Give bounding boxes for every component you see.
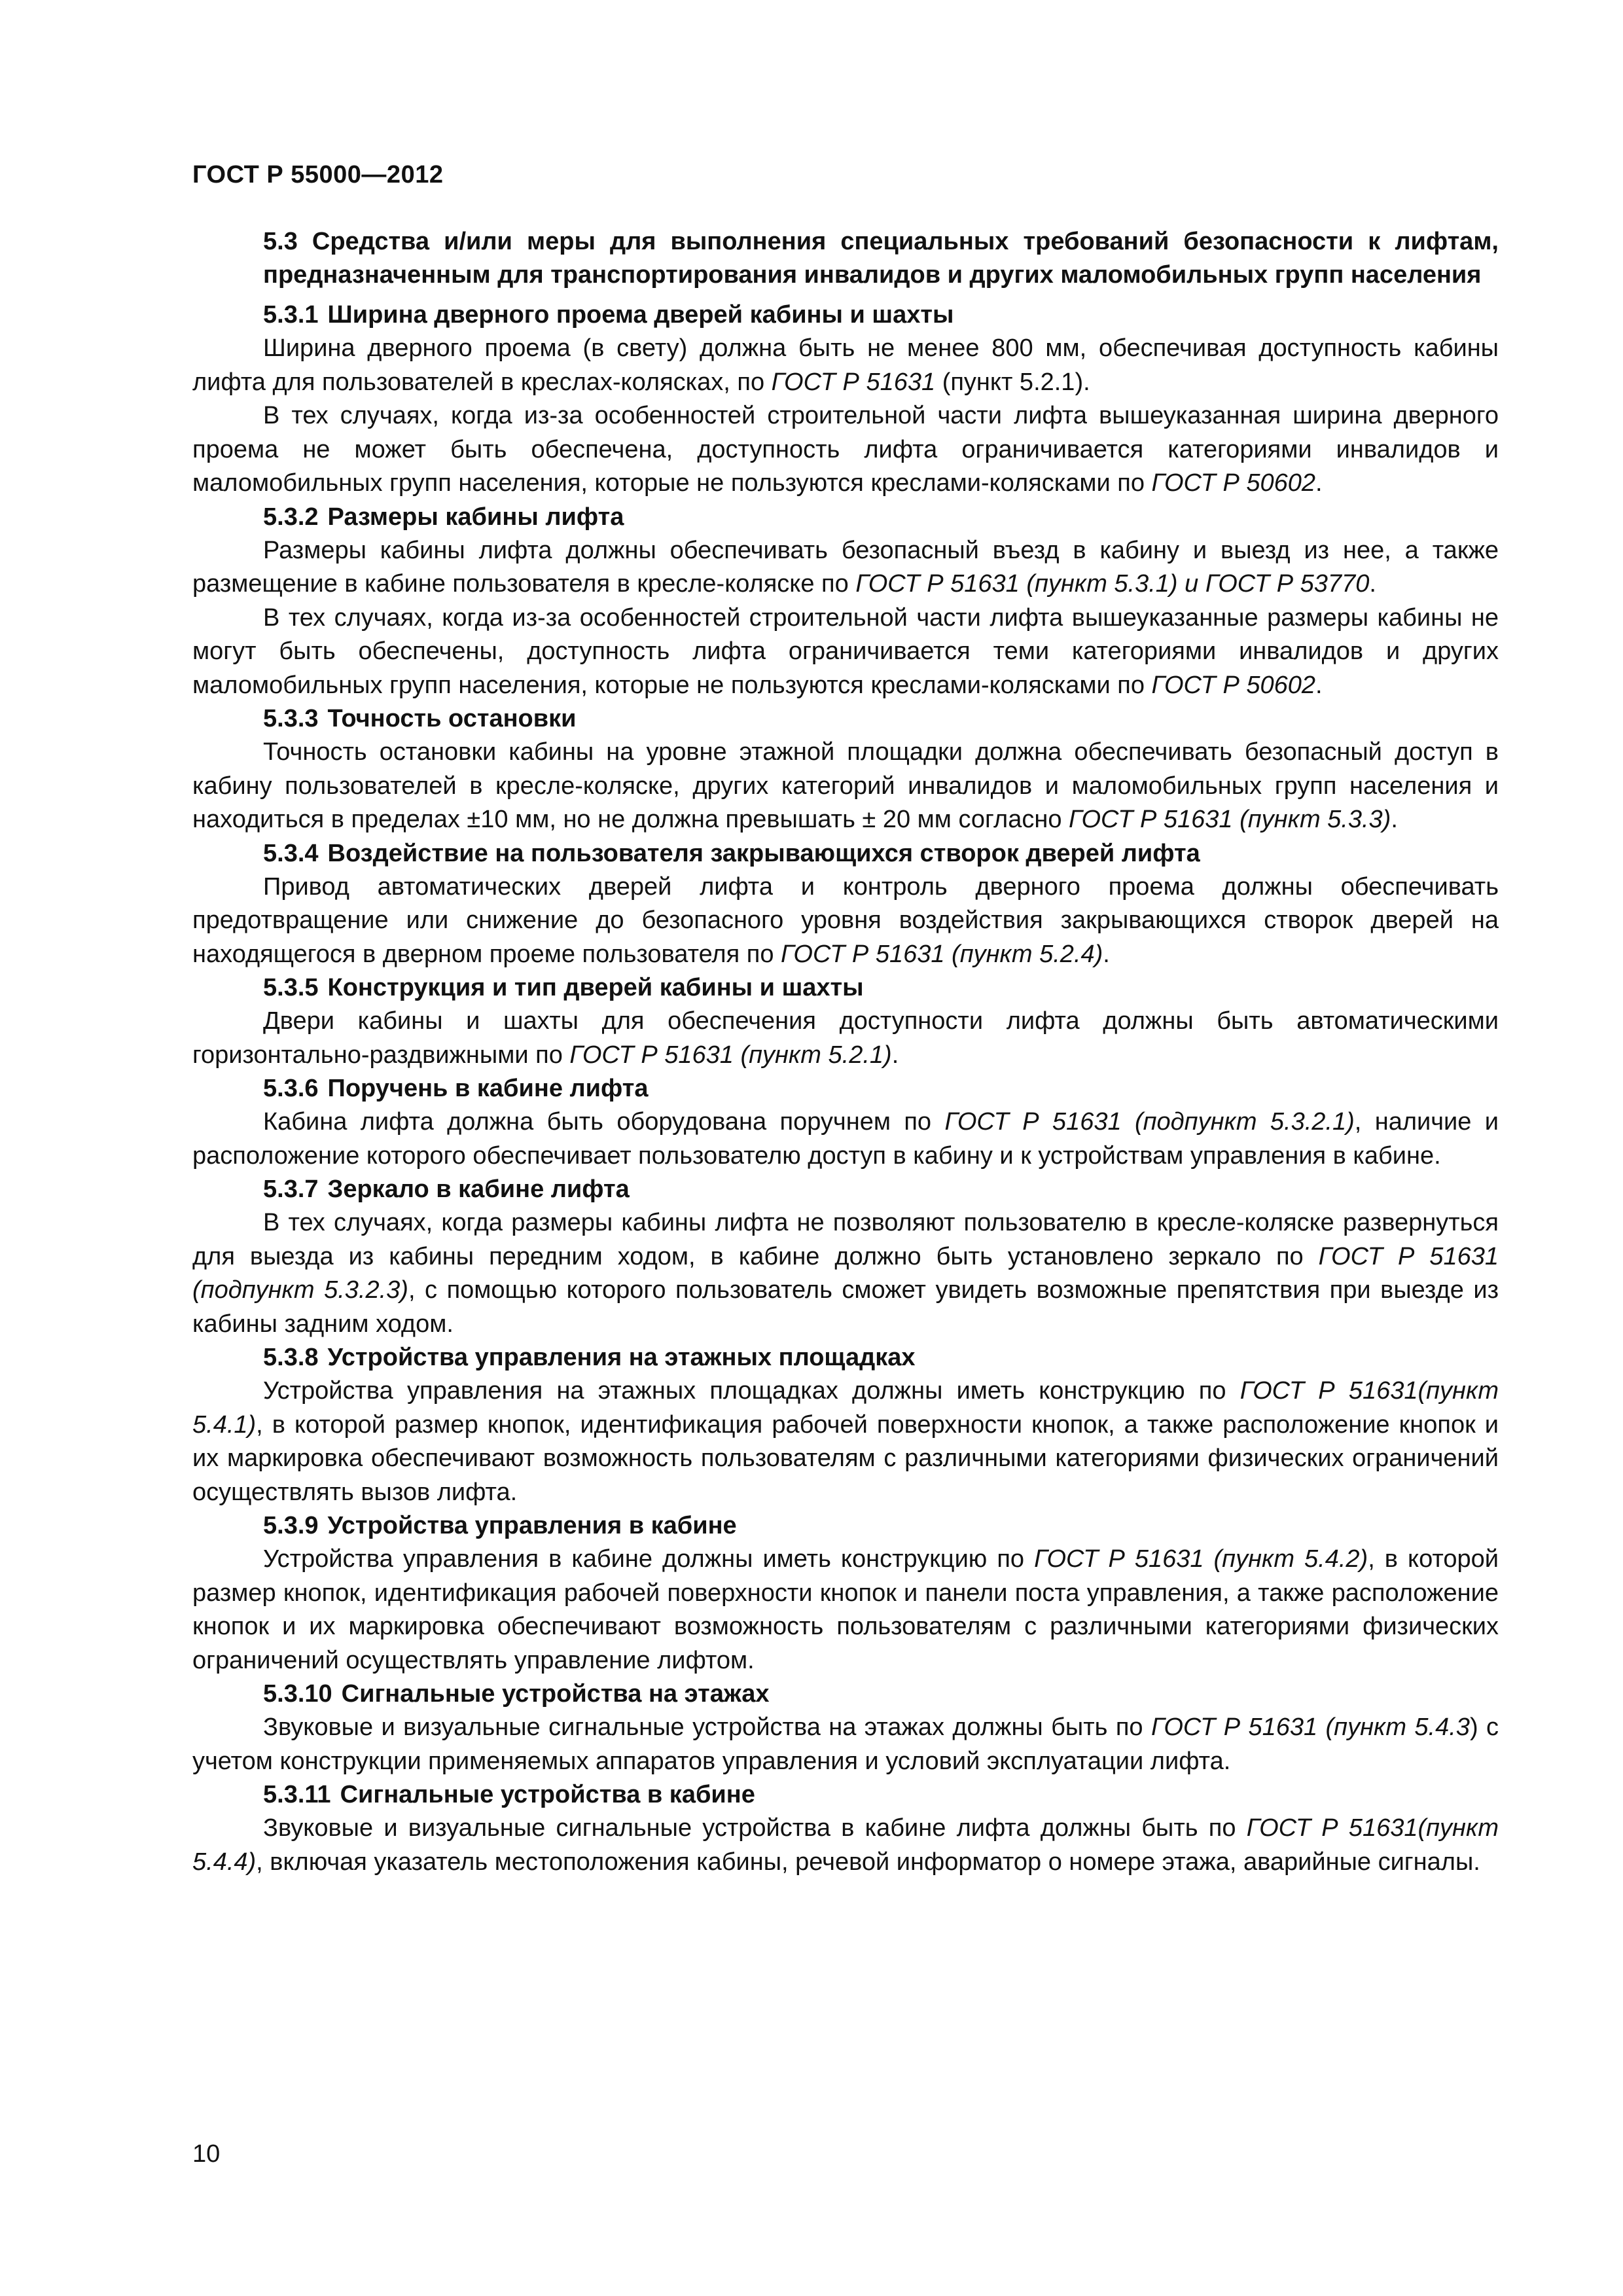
paragraph-text: ) с учетом конструкции применяемых аппаратов управления и условий эксплуатации лифта. — [192, 1713, 1499, 1775]
subsection-title: Сигнальные устройства на этажах — [341, 1680, 770, 1708]
paragraph — [192, 1206, 1499, 1341]
standard-reference: ГОСТ Р 51631 (пункт 5.3.3) — [1069, 806, 1391, 833]
paragraph — [192, 601, 1499, 703]
subsection-heading — [192, 837, 1499, 870]
subsection-number: 5.3.7 — [263, 1175, 319, 1203]
standard-reference: ГОСТ Р 51631(пункт 5.4.4) — [192, 1814, 1499, 1876]
standard-reference: ГОСТ Р 51631 (пункт 5.4.3 — [1150, 1713, 1470, 1741]
subsection-title: Устройства управления на этажных площадках — [327, 1344, 916, 1371]
subsection-heading — [192, 1072, 1499, 1105]
paragraph-text: . — [1103, 940, 1110, 968]
paragraph-text: Размеры кабины лифта должны обеспечивать безопасный въезд в кабину и выезд из нее, а также размещение в кабине пользователя в кресле-коляске по — [192, 536, 1499, 598]
paragraph-text: Привод автоматических дверей лифта и контроль дверного проема должны обеспечивать предотвращение или снижение до безопасного уровня воздействия закрывающихся створок дверей на находящегося в дверном проеме пользователя по — [192, 872, 1499, 968]
paragraph-text: . — [1315, 469, 1323, 497]
paragraph — [192, 870, 1499, 972]
subsection — [192, 1778, 1499, 1879]
subsection — [192, 1677, 1499, 1778]
document-code-header: ГОСТ Р 55000—2012 — [192, 161, 444, 188]
standard-reference: ГОСТ Р 51631 (пункт 5.4.2) — [1034, 1545, 1368, 1573]
paragraph — [192, 1105, 1499, 1173]
paragraph-text: , с помощью которого пользователь сможет увидеть возможные препятствия при выезде из кабины задним ходом. — [192, 1276, 1499, 1338]
subsection-list — [192, 298, 1499, 1879]
standard-reference: ГОСТ Р 51631 (подпункт 5.3.2.3) — [192, 1242, 1499, 1304]
paragraph-text: В тех случаях, когда размеры кабины лифта не позволяют пользователю в кресле-коляске развернуться для выезда из кабины передним ходом, в кабине должно быть установлено зеркало по — [192, 1209, 1499, 1270]
section-title: 5.3 Средства и/или меры для выполнения специальных требований безопасности к лифтам, предназначенным для транспортирования инвалидов и других маломобильных групп населения — [263, 228, 1499, 289]
subsection-title: Сигнальные устройства в кабине — [340, 1781, 755, 1808]
subsection-title: Устройства управления в кабине — [327, 1512, 737, 1539]
subsection-title: Поручень в кабине лифта — [327, 1075, 649, 1102]
standard-reference: ГОСТ Р 51631 (пункт 5.2.1) — [569, 1041, 892, 1069]
paragraph — [192, 1812, 1499, 1879]
paragraph-text: . — [891, 1041, 899, 1069]
subsection-number: 5.3.8 — [263, 1344, 319, 1371]
subsection — [192, 501, 1499, 703]
subsection-heading — [192, 971, 1499, 1005]
subsection-heading — [192, 298, 1499, 332]
subsection-title: Зеркало в кабине лифта — [327, 1175, 630, 1203]
paragraph-text: , в которой размер кнопок, идентификация рабочей поверхности кнопок и панели поста управления, а также расположение кнопок и их маркировка обеспечивают возможность пользователям с различными категориями физических ограничений осуществлять управление лифтом. — [192, 1545, 1499, 1674]
paragraph-text: В тех случаях, когда из-за особенностей строительной части лифта вышеуказанные размеры кабины не могут быть обеспечены, доступность лифта ограничивается теми категориями инвалидов и других маломобильных групп населения, которые не пользуются креслами-колясками по — [192, 603, 1499, 699]
subsection-number: 5.3.9 — [263, 1512, 319, 1539]
subsection — [192, 1072, 1499, 1173]
subsection-title: Ширина дверного проема дверей кабины и шахты — [327, 301, 954, 329]
subsection — [192, 1173, 1499, 1341]
paragraph-text: Точность остановки кабины на уровне этажной площадки должна обеспечивать безопасный доступ в кабину пользователей в кресле-коляске, других категорий инвалидов и маломобильных групп населения и находиться в пределах ±10 мм, но не должна превышать ± 20 мм согласно — [192, 738, 1499, 833]
subsection-heading — [192, 702, 1499, 736]
subsection — [192, 1509, 1499, 1677]
subsection-heading — [192, 1677, 1499, 1711]
subsection-number: 5.3.5 — [263, 974, 319, 1001]
subsection-heading — [192, 1778, 1499, 1812]
subsection — [192, 298, 1499, 501]
subsection — [192, 971, 1499, 1072]
subsection-number: 5.3.10 — [263, 1680, 332, 1708]
paragraph — [192, 399, 1499, 501]
paragraph — [192, 1005, 1499, 1072]
subsection-number: 5.3.3 — [263, 705, 319, 732]
paragraph-text: В тех случаях, когда из-за особенностей строительной части лифта вышеуказанная ширина дверного проема не может быть обеспечена, доступность лифта ограничивается категориями инвалидов и маломобильных групп населения, которые не пользуются креслами-колясками по — [192, 402, 1499, 497]
paragraph-text: . — [1315, 671, 1323, 699]
paragraph — [192, 1374, 1499, 1509]
paragraph-text: , наличие и расположение которого обеспечивает пользователю доступ в кабину и к устройствам управления в кабине. — [192, 1108, 1499, 1170]
paragraph — [192, 1543, 1499, 1677]
paragraph-text: Ширина дверного проема (в свету) должна быть не менее 800 мм, обеспечивая доступность кабины лифта для пользователей в креслах-колясках, по — [192, 334, 1499, 396]
paragraph-text: Устройства управления в кабине должны иметь конструкцию по — [263, 1545, 1035, 1573]
document-body — [192, 225, 1499, 1879]
standard-reference: ГОСТ Р 50602 — [1151, 469, 1316, 497]
subsection — [192, 837, 1499, 972]
paragraph-text: (пункт 5.2.1). — [935, 368, 1090, 396]
paragraph-text: Устройства управления на этажных площадках должны иметь конструкцию по — [263, 1377, 1240, 1405]
standard-reference: ГОСТ Р 50602 — [1151, 671, 1316, 699]
subsection-number: 5.3.6 — [263, 1075, 319, 1102]
subsection-title: Конструкция и тип дверей кабины и шахты — [327, 974, 864, 1001]
standard-reference: ГОСТ Р 51631 (пункт 5.3.1) и ГОСТ Р 53770 — [855, 570, 1370, 598]
paragraph-text: Двери кабины и шахты для обеспечения доступности лифта должны быть автоматическими горизонтально-раздвижными по — [192, 1007, 1499, 1069]
subsection-heading — [192, 1509, 1499, 1543]
subsection-title: Размеры кабины лифта — [327, 503, 624, 531]
subsection-number: 5.3.4 — [263, 839, 319, 867]
paragraph-text: . — [1369, 570, 1376, 598]
paragraph-text: Звуковые и визуальные сигнальные устройства в кабине лифта должны быть по — [263, 1814, 1247, 1842]
subsection-number: 5.3.11 — [263, 1781, 331, 1808]
subsection — [192, 702, 1499, 837]
page-number: 10 — [192, 2140, 221, 2168]
paragraph-text: Кабина лифта должна быть оборудована поручнем по — [263, 1108, 945, 1136]
subsection-number: 5.3.2 — [263, 503, 319, 531]
paragraph-text: . — [1391, 806, 1398, 833]
subsection-heading — [192, 501, 1499, 534]
standard-reference: ГОСТ Р 51631 (пункт 5.2.4) — [781, 940, 1103, 968]
standard-reference: ГОСТ Р 51631 — [771, 368, 936, 396]
subsection-heading — [192, 1173, 1499, 1206]
subsection-title: Точность остановки — [327, 705, 577, 732]
paragraph — [192, 1711, 1499, 1778]
subsection — [192, 1341, 1499, 1509]
paragraph-text: , в которой размер кнопок, идентификация рабочей поверхности кнопок, а также расположение кнопок и их маркировка обеспечивают возможность пользователям с различными категориями физических ограничений осуществлять вызов лифта. — [192, 1410, 1499, 1506]
paragraph-text: Звуковые и визуальные сигнальные устройства на этажах должны быть по — [263, 1713, 1151, 1741]
paragraph-text: , включая указатель местоположения кабины, речевой информатор о номере этажа, аварийные сигналы. — [256, 1848, 1480, 1876]
paragraph — [192, 534, 1499, 601]
subsection-title: Воздействие на пользователя закрывающихся створок дверей лифта — [327, 839, 1200, 867]
subsection-number: 5.3.1 — [263, 301, 319, 329]
paragraph — [192, 332, 1499, 399]
standard-reference: ГОСТ Р 51631 (подпункт 5.3.2.1) — [944, 1108, 1355, 1136]
paragraph — [192, 736, 1499, 837]
standard-reference: ГОСТ Р 51631(пункт 5.4.1) — [192, 1377, 1499, 1439]
subsection-heading — [192, 1341, 1499, 1374]
